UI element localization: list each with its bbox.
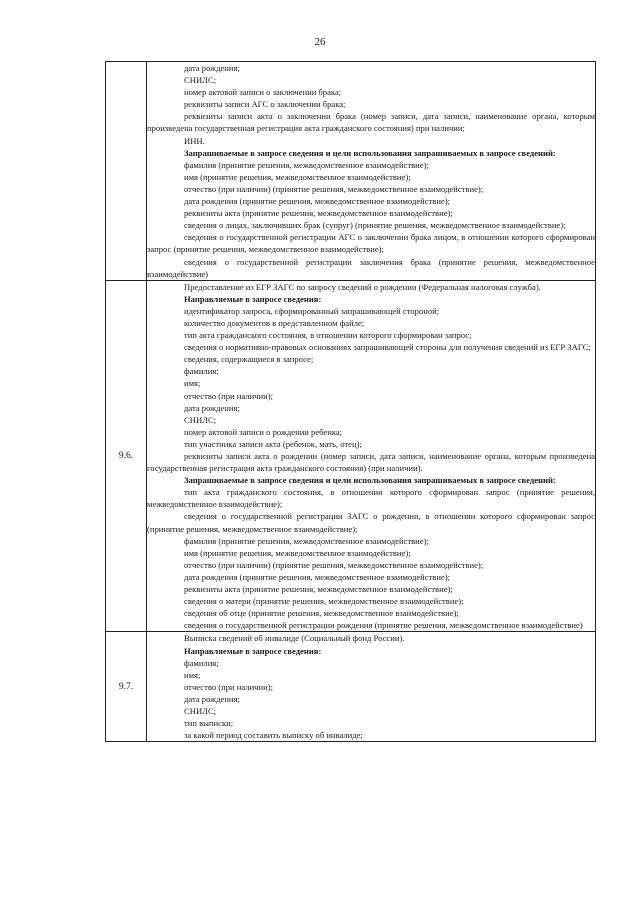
- text-line: Выписка сведений об инвалиде (Социальный фонд России).: [184, 633, 405, 644]
- section-heading: Запрашиваемые в запросе сведения и цели использования запрашиваемых в запросе сведений:: [184, 475, 556, 486]
- item-number-cell: 9.7.: [106, 632, 147, 742]
- text-line: сведения о лицах, заключивших брак (супруг) (принятие решения, межведомственное взаимодействие);: [184, 220, 566, 231]
- item-content-cell: [147, 62, 596, 281]
- item-number-cell: [106, 62, 147, 281]
- text-line: номер актовой записи о рождении ребенка;: [184, 426, 343, 437]
- text-line: СНИЛС;: [184, 705, 217, 716]
- table-row: [106, 632, 596, 742]
- requirements-table: [105, 61, 596, 742]
- text-line: за какой период составить выписку об инвалиде;: [184, 730, 363, 741]
- text-line: отчество (при наличии);: [184, 681, 273, 692]
- table-row: [106, 62, 596, 281]
- text-line: отчество (при наличии);: [184, 390, 273, 401]
- text-line: сведения о государственной регистрации заключения брака (принятие решения, межведомственное взаимодействие): [147, 256, 595, 279]
- text-line: СНИЛС;: [184, 75, 217, 86]
- section-heading: Направляемые в запросе сведения:: [184, 645, 322, 656]
- text-line: СНИЛС;: [184, 414, 217, 425]
- text-line: дата рождения;: [184, 63, 240, 73]
- text-line: фамилия (принятие решения, межведомственное взаимодействие);: [184, 535, 429, 546]
- text-line: фамилия;: [184, 366, 219, 377]
- text-line: фамилия (принятие решения, межведомственное взаимодействие);: [184, 159, 429, 170]
- text-line: отчество (при наличии) (принятие решения, межведомственное взаимодействие);: [184, 183, 484, 194]
- table-body: [106, 62, 596, 742]
- text-line: отчество (при наличии) (принятие решения, межведомственное взаимодействие);: [184, 559, 484, 570]
- text-line: сведения о матери (принятие решения, межведомственное взаимодействие);: [184, 596, 464, 607]
- text-line: дата рождения (принятие решения, межведомственное взаимодействие);: [184, 571, 451, 582]
- text-line: идентификатор запроса, сформированный запрашивающей стороной;: [184, 305, 440, 316]
- text-line: реквизиты записи акта о рождении (номер записи, дата записи, наименование органа, которым произведена государственная регистрация акта гражданского состояния) (при наличии).: [147, 451, 595, 474]
- text-line: сведения о государственной регистрации ЗАГС о рождении, в отношении которого сформирован запрос (принятие решения, межведомственное взаимодействие);: [147, 511, 595, 534]
- text-line: реквизиты акта (принятие решения, межведомственное взаимодействие);: [184, 208, 453, 219]
- text-line: тип акта гражданского состояния, в отношении которого сформирован запрос;: [184, 330, 472, 341]
- text-line: имя;: [184, 378, 201, 389]
- section-heading: Направляемые в запросе сведения:: [184, 293, 322, 304]
- text-line: сведения об отце (принятие решения, межведомственное взаимодействие);: [184, 608, 459, 619]
- text-line: дата рождения;: [184, 402, 240, 413]
- text-line: количество документов в представленном файле;: [184, 317, 365, 328]
- section-heading: Запрашиваемые в запросе сведения и цели использования запрашиваемых в запросе сведений:: [184, 147, 556, 158]
- text-line: дата рождения (принятие решения, межведомственное взаимодействие);: [184, 196, 451, 207]
- text-line: сведения, содержащиеся в запросе;: [184, 354, 314, 365]
- text-line: реквизиты записи АГС о заключении брака;: [184, 99, 346, 110]
- item-number-cell: 9.6.: [106, 280, 147, 632]
- text-line: имя;: [184, 669, 201, 680]
- text-line: имя (принятие решения, межведомственное взаимодействие);: [184, 171, 411, 182]
- item-content-cell: [147, 280, 596, 632]
- text-line: имя (принятие решения, межведомственное взаимодействие);: [184, 547, 411, 558]
- text-line: тип акта гражданского состояния, в отношении которого сформирован запрос (принятие решения, межведомственное взаимодействие);: [147, 487, 595, 510]
- text-line: сведения о государственной регистрации рождения (принятие решения, межведомственное взаимодействие): [184, 620, 583, 631]
- text-line: сведения о нормативно-правовых основаниях запрашивающей стороны для получения сведений из ЕГР ЗАГС;: [184, 342, 591, 353]
- text-line: дата рождения;: [184, 693, 240, 704]
- text-line: фамилия;: [184, 657, 219, 668]
- text-line: сведения о государственной регистрации АГС о заключении брака лицом, в отношении которого сформирован запрос (принятие решения, межведомственное взаимодействие);: [147, 232, 595, 255]
- text-line: номер актовой записи о заключении брака;: [184, 87, 342, 98]
- table-row: [106, 280, 596, 632]
- text-line: Предоставление из ЕГР ЗАГС по запросу сведений о рождении (Федеральная налоговая служба).: [184, 281, 541, 292]
- text-line: ИНН.: [184, 135, 205, 146]
- page-number: 26: [314, 36, 326, 48]
- text-line: реквизиты акта (принятие решения, межведомственное взаимодействие);: [184, 584, 453, 595]
- text-line: тип выписки;: [184, 718, 234, 729]
- item-content-cell: [147, 632, 596, 742]
- text-line: реквизиты записи акта о заключении брака (номер записи, дата записи, наименование органа, которым произведена государственная регистрация акта гражданского состояния) при наличии;: [147, 111, 595, 134]
- text-line: тип участника записи акта (ребенок, мать, отец);: [184, 438, 362, 449]
